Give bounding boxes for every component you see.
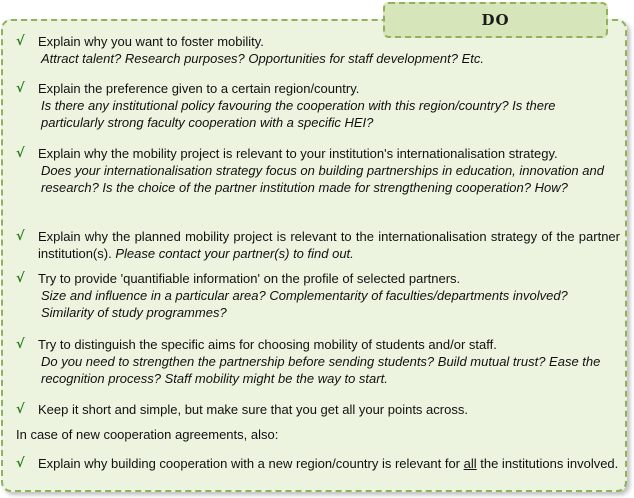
list-item xyxy=(16,80,620,131)
list-item xyxy=(16,455,620,472)
item-main-text: Explain the preference given to a certain region/country. xyxy=(38,81,360,96)
item-main-text: Explain why the planned mobility project is relevant to the internationalisation strategy of the partner institution(s). xyxy=(38,229,620,261)
final-item-underlined-text: all xyxy=(463,456,477,471)
item-sub-text: Do you need to strengthen the partnership before sending students? Build mutual trust? Ease the recognition process? Staff mobility might be the way to start. xyxy=(41,354,601,386)
item-sub-text: Is there any institutional policy favouring the cooperation with this region/country? Is there particularly strong faculty cooperation with a specific HEI? xyxy=(41,98,556,130)
list-item xyxy=(16,336,620,387)
check-icon: √ xyxy=(16,229,25,244)
item-main-text: Try to distinguish the specific aims for choosing mobility of students and/or staff. xyxy=(38,337,497,352)
item-sub-text: Does your internationalisation strategy focus on building partnerships in education, innovation and research? Is the choice of the partner institution made for strengthening cooperation? How? xyxy=(41,163,604,195)
item-main-text: Explain why you want to foster mobility. xyxy=(38,34,264,49)
list-item xyxy=(16,228,620,262)
final-item-text-after: the institutions involved. xyxy=(476,456,619,471)
list-item xyxy=(16,270,620,321)
section-note: In case of new cooperation agreements, also: xyxy=(16,427,279,442)
list-item xyxy=(16,401,620,418)
item-sub-text: Size and influence in a particular area? Complementarity of faculties/departments involved? Similarity of study programmes? xyxy=(41,288,568,320)
list-item xyxy=(16,145,620,196)
check-icon: √ xyxy=(16,81,25,96)
check-icon: √ xyxy=(16,271,25,286)
item-sub-text: Attract talent? Research purposes? Opportunities for staff development? Etc. xyxy=(41,51,484,66)
item-main-text: Keep it short and simple, but make sure that you get all your points across. xyxy=(38,402,468,417)
item-main-italic-text: Please contact your partner(s) to find out. xyxy=(115,246,354,261)
final-item-text-before: Explain why building cooperation with a new region/country is relevant for xyxy=(38,456,464,471)
item-main-text: Explain why the mobility project is relevant to your institution's internationalisation strategy. xyxy=(38,146,558,161)
check-icon: √ xyxy=(16,146,25,161)
item-main-text: Try to provide 'quantifiable information' on the profile of selected partners. xyxy=(38,271,461,286)
check-icon: √ xyxy=(16,337,25,352)
check-icon: √ xyxy=(16,34,25,49)
check-icon: √ xyxy=(16,402,25,417)
check-icon: √ xyxy=(16,456,25,471)
list-item xyxy=(16,33,620,67)
do-title: DO xyxy=(481,11,510,29)
